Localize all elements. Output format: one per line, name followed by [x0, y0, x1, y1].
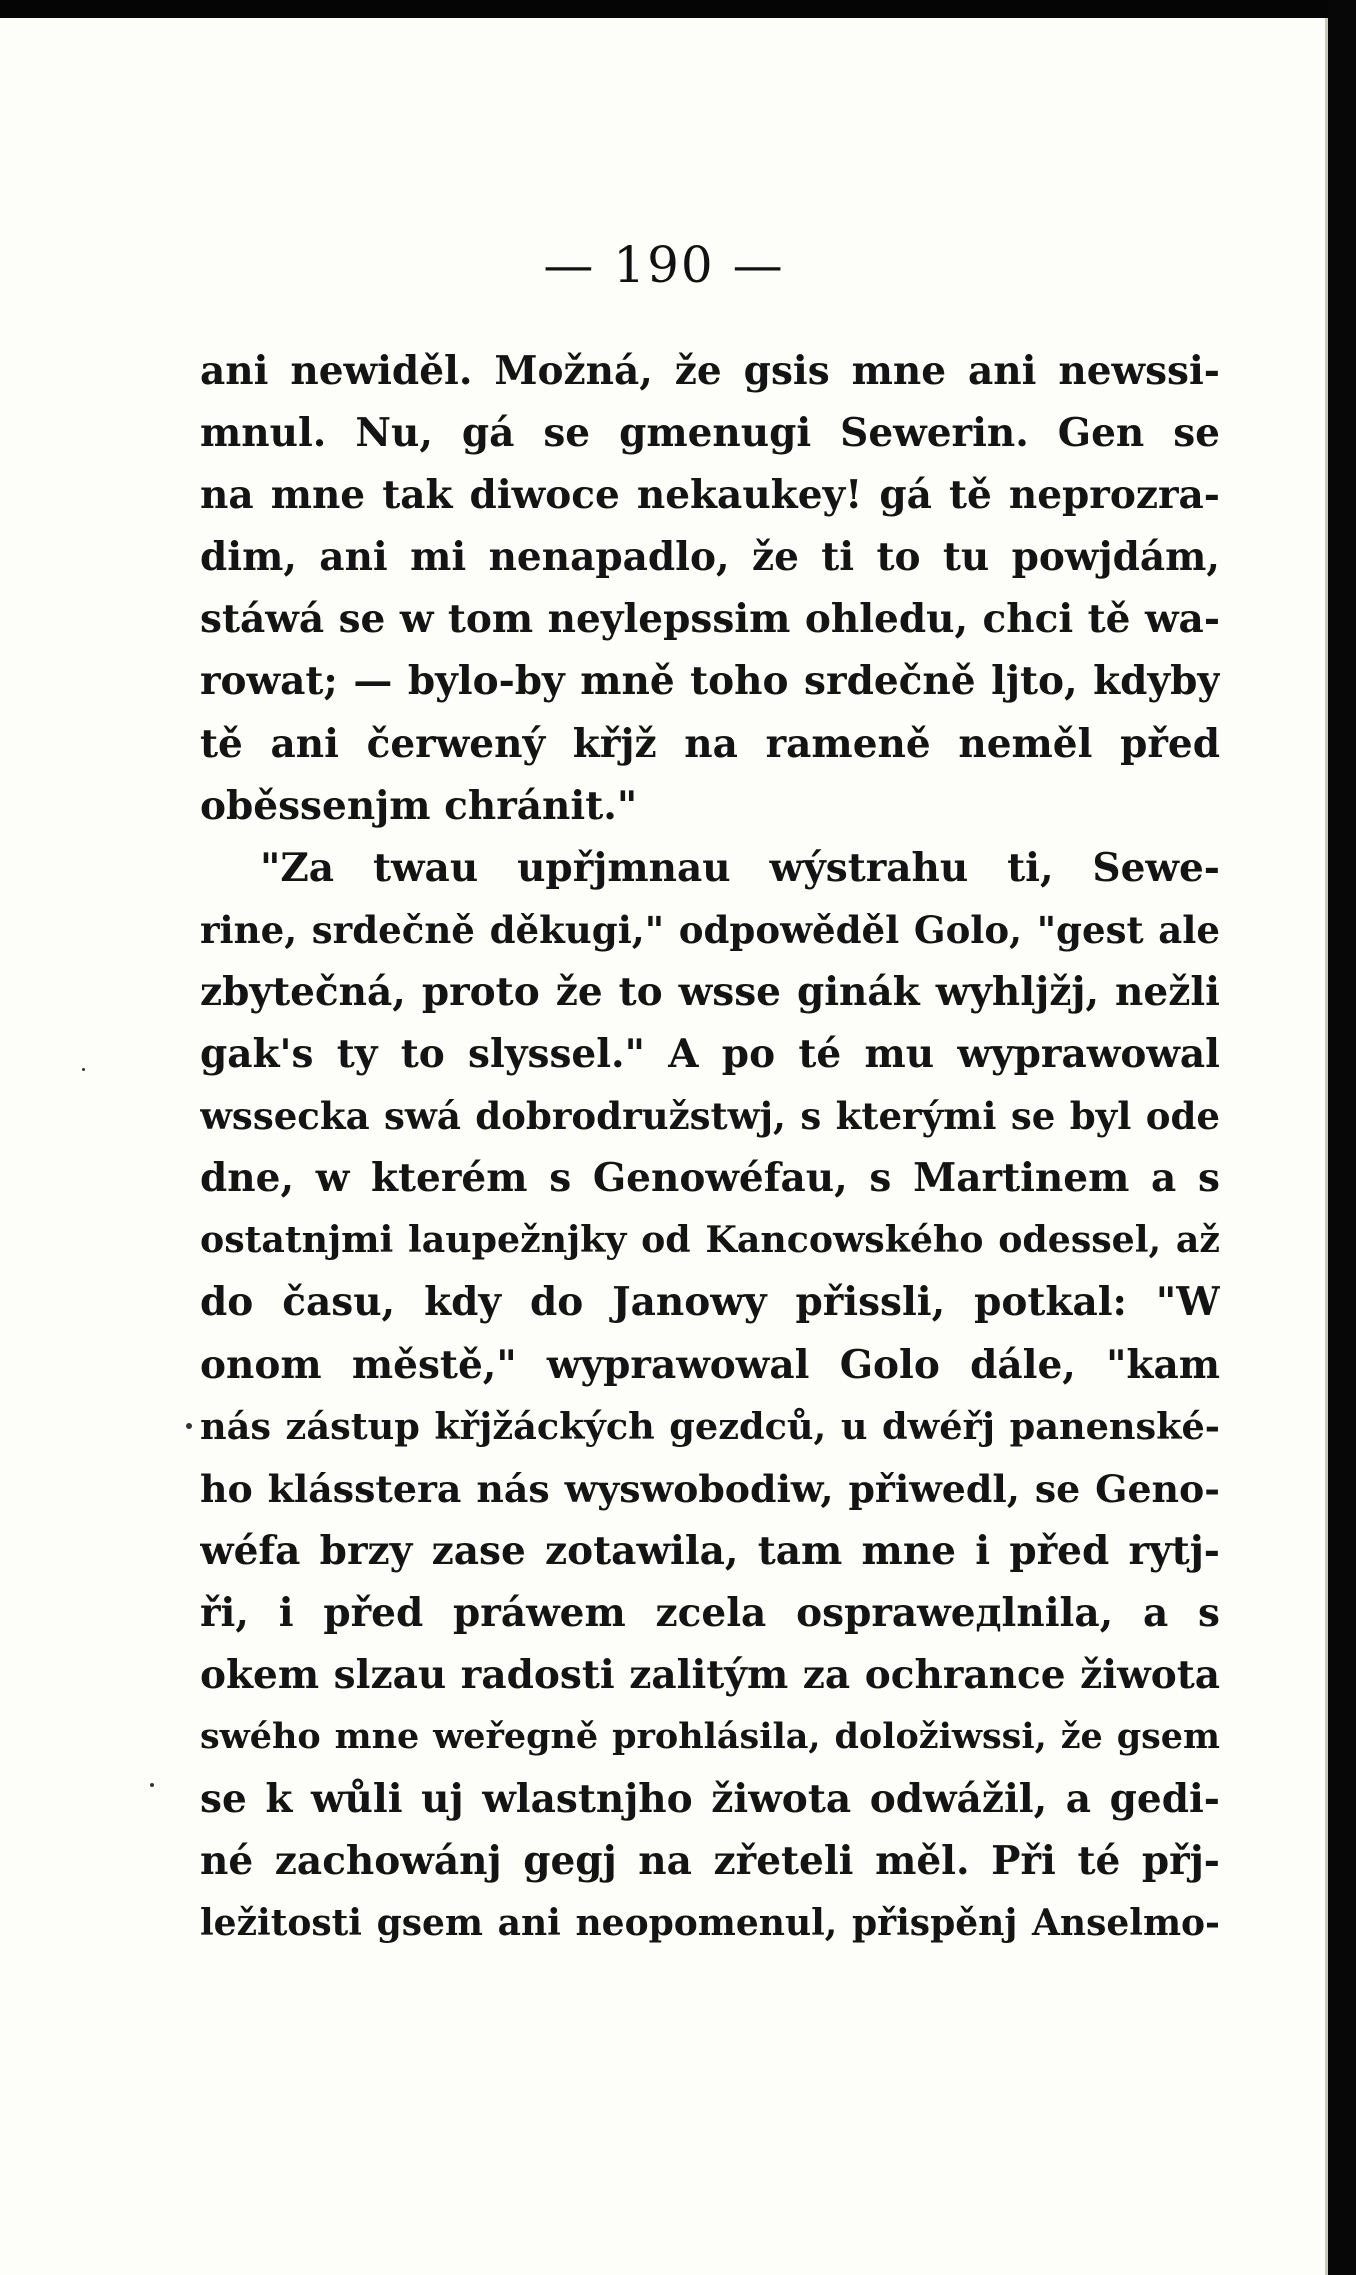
text-line-17: onom městě," wyprawowal Golo dále, "kam	[200, 1341, 1220, 1388]
text-line-15: ostatnjmi laupežnjky od Kancowského odessel, až	[200, 1218, 1220, 1262]
body-text	[200, 340, 1220, 1954]
scan-right-border	[1328, 0, 1356, 2275]
text-line-10: rine, srdečně děkugi," odpowěděl Golo, "gest ale	[200, 907, 1220, 952]
text-line-13: wssecka swá dobrodružstwj, s kterými se byl ode	[200, 1094, 1220, 1139]
text-line-22: okem slzau radosti zalitým za ochrance žiwota	[200, 1651, 1220, 1698]
text-line-1: ani newiděl. Možná, že gsis mne ani newssi-	[200, 348, 1220, 394]
text-line-12: gak's ty to slyssel." A po té mu wyprawowal	[200, 1031, 1220, 1078]
text-line-20: wéfa brzy zase zotawila, tam mne i před rytj-	[200, 1527, 1220, 1574]
text-line-24: se k wůli uj wlastnjho žiwota odwážil, a gedi-	[200, 1776, 1220, 1823]
text-line-16: do času, kdy do Janowy přissli, potkal: "W	[200, 1279, 1220, 1326]
text-line-11: zbytečná, proto že to wsse ginák wyhljžj, nežli	[200, 968, 1220, 1015]
text-line-25: né zachowánj gegj na zřeteli měl. Při té přj-	[200, 1838, 1220, 1885]
text-line-26: ležitosti gsem ani neopomenul, přispěnj Anselmo-	[200, 1902, 1220, 1945]
scan-top-border	[0, 0, 1356, 18]
scan-speck	[82, 1068, 85, 1071]
text-line-3: na mne tak diwoce nekaukey! gá tě neprozra-	[200, 472, 1220, 519]
text-line-9: "Za twau upřjmnau wýstrahu ti, Sewe-	[260, 844, 1220, 891]
text-line-14: dne, w kterém s Genowéfau, s Martinem a s	[200, 1155, 1220, 1202]
text-line-5: stáwá se w tom neylepssim ohledu, chci tě wa-	[200, 596, 1220, 643]
text-line-4: dim, ani mi nenapadlo, že ti to tu powjdám,	[200, 534, 1220, 581]
text-line-2: mnul. Nu, gá se gmenugi Sewerin. Gen se	[200, 410, 1220, 457]
text-line-7: tě ani čerwený křjž na rameně neměl před	[200, 720, 1220, 767]
text-line-8: oběssenjm chránit."	[200, 782, 638, 829]
text-line-6: rowat; — bylo-by mně toho srdečně ljto, kdyby	[200, 658, 1220, 705]
scan-speck	[150, 1783, 154, 1787]
text-line-19: ho klásstera nás wyswobodiw, přiwedl, se Geno-	[200, 1465, 1220, 1511]
text-line-23: swého mne weřegně prohlásila, doložiwssi, že gsem	[200, 1716, 1220, 1758]
scan-speck	[186, 1423, 192, 1429]
text-line-18: nás zástup křjžáckých gezdců, u dwéřj panenské-	[200, 1404, 1220, 1448]
text-line-21: ři, i před práwem zcela ospraweдlnila, a s	[200, 1589, 1220, 1636]
book-page	[0, 18, 1328, 2275]
page-number: — 190 —	[543, 236, 785, 294]
